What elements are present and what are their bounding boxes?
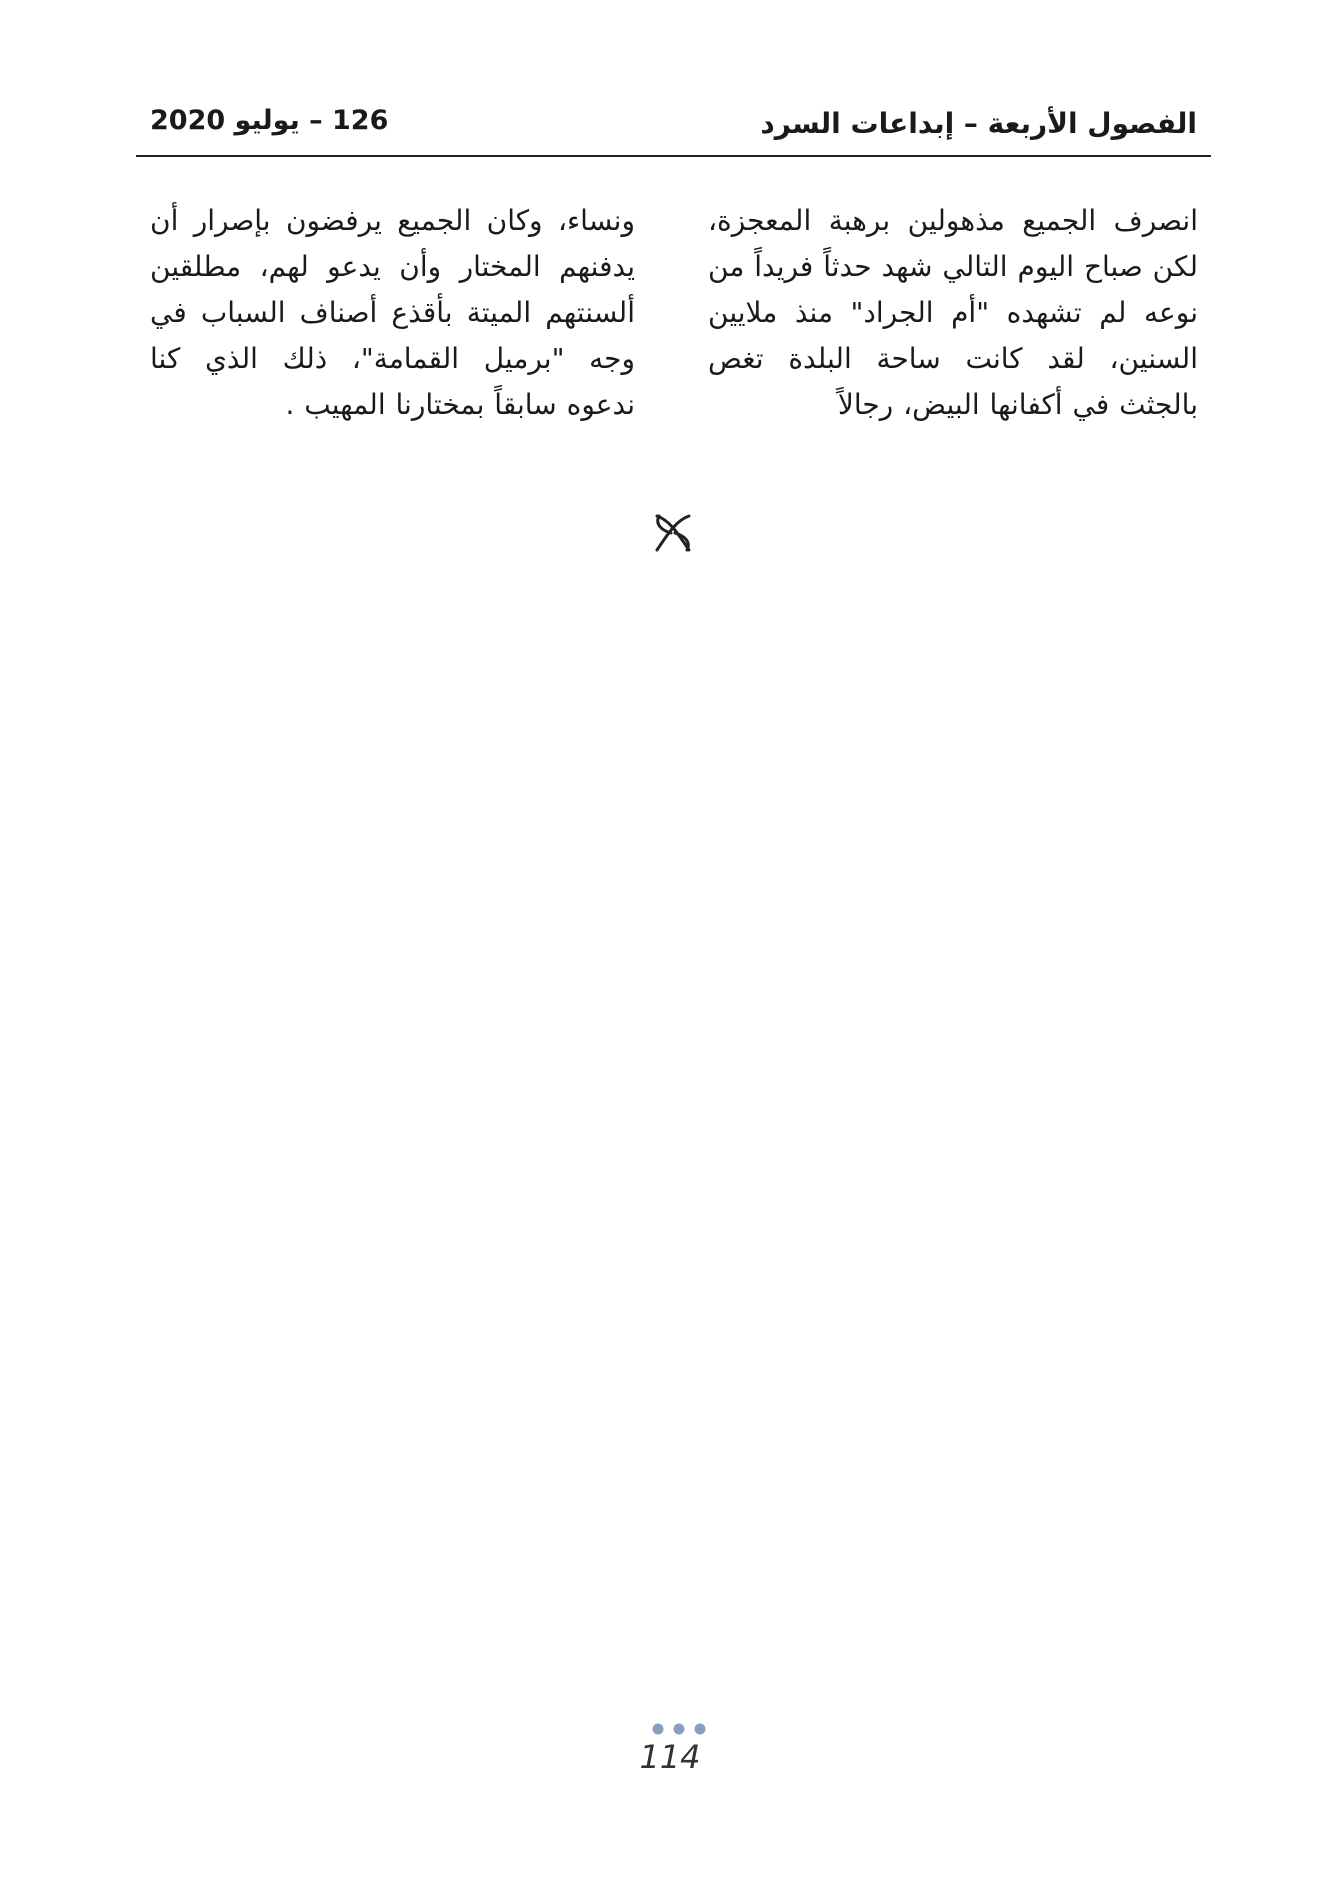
page-dots-icon bbox=[650, 1722, 708, 1736]
page-header bbox=[136, 95, 1211, 157]
issue-date: 126 – يوليو 2020 bbox=[150, 105, 389, 136]
text-column-left: ونساء، وكان الجميع يرفضون بإصرار أن يدفنهم المختار وأن يدعو لهم، مطلقين ألسنتهم الميتة بأقذع أصناف السباب في وجه "برميل القمامة"، ذلك الذي كنا ندعوه سابقاً بمختارنا المهيب . bbox=[150, 204, 635, 421]
fleuron-ornament-icon bbox=[653, 512, 693, 554]
text-column-right: انصرف الجميع مذهولين برهبة المعجزة، لكن صباح اليوم التالي شهد حدثاً فريداً من نوعه لم تشهده "أم الجراد" منذ ملايين السنين، لقد كانت ساحة البلدة تغص بالجثث في أكفانها البيض، رجالاً bbox=[708, 204, 1198, 421]
magazine-section-title: الفصول الأربعة – إبداعات السرد bbox=[760, 107, 1197, 140]
page-number: 114 bbox=[639, 1738, 701, 1776]
